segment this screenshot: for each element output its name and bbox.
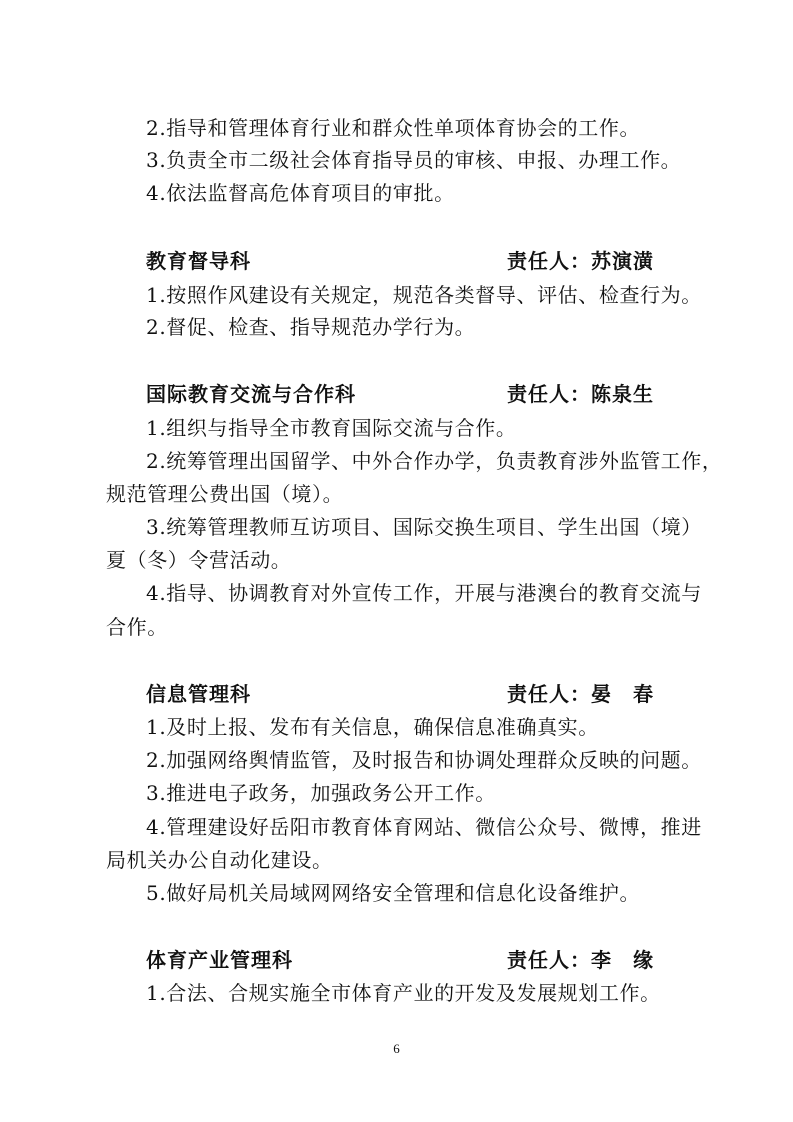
section-responsible-information-management: 责任人：晏 春 bbox=[507, 682, 654, 706]
duty-item: 4.依法监督高危体育项目的审批。 bbox=[146, 181, 455, 205]
duty-item-continuation: 合作。 bbox=[106, 615, 168, 639]
duty-item: 4.指导、协调教育对外宣传工作，开展与港澳台的教育交流与 bbox=[146, 581, 702, 605]
page-number: 6 bbox=[393, 1041, 400, 1056]
section-title-international-exchange: 国际教育交流与合作科 bbox=[146, 382, 356, 406]
section-title-information-management: 信息管理科 bbox=[146, 682, 251, 706]
duty-item: 5.做好局机关局域网网络安全管理和信息化设备维护。 bbox=[146, 881, 641, 905]
section-title-education-supervision: 教育督导科 bbox=[146, 249, 251, 273]
duty-item: 2.督促、检查、指导规范办学行为。 bbox=[146, 315, 476, 339]
section-responsible-education-supervision: 责任人：苏演潢 bbox=[507, 249, 654, 273]
duty-item: 3.统筹管理教师互访项目、国际交换生项目、学生出国（境） bbox=[146, 515, 702, 539]
duty-item: 1.合法、合规实施全市体育产业的开发及发展规划工作。 bbox=[146, 981, 661, 1005]
duty-item: 2.加强网络舆情监管，及时报告和协调处理群众反映的问题。 bbox=[146, 748, 702, 772]
duty-item: 3.负责全市二级社会体育指导员的审核、申报、办理工作。 bbox=[146, 148, 682, 172]
duty-item: 1.按照作风建设有关规定，规范各类督导、评估、检查行为。 bbox=[146, 283, 702, 307]
duty-item: 3.推进电子政务，加强政务公开工作。 bbox=[146, 781, 496, 805]
duty-item: 4.管理建设好岳阳市教育体育网站、微信公众号、微博，推进 bbox=[146, 815, 702, 839]
duty-item-continuation: 夏（冬）令营活动。 bbox=[106, 548, 292, 572]
duty-item: 1.及时上报、发布有关信息，确保信息准确真实。 bbox=[146, 715, 599, 739]
section-responsible-sports-industry: 责任人：李 缘 bbox=[507, 948, 654, 972]
duty-item: 2.统筹管理出国留学、中外合作办学，负责教育涉外监管工作， bbox=[146, 449, 723, 473]
duty-item: 2.指导和管理体育行业和群众性单项体育协会的工作。 bbox=[146, 116, 641, 140]
duty-item-continuation: 局机关办公自动化建设。 bbox=[106, 848, 333, 872]
section-title-sports-industry: 体育产业管理科 bbox=[146, 948, 293, 972]
duty-item-continuation: 规范管理公费出国（境）。 bbox=[106, 482, 344, 506]
duty-item: 1.组织与指导全市教育国际交流与合作。 bbox=[146, 416, 517, 440]
section-responsible-international-exchange: 责任人：陈泉生 bbox=[507, 382, 654, 406]
